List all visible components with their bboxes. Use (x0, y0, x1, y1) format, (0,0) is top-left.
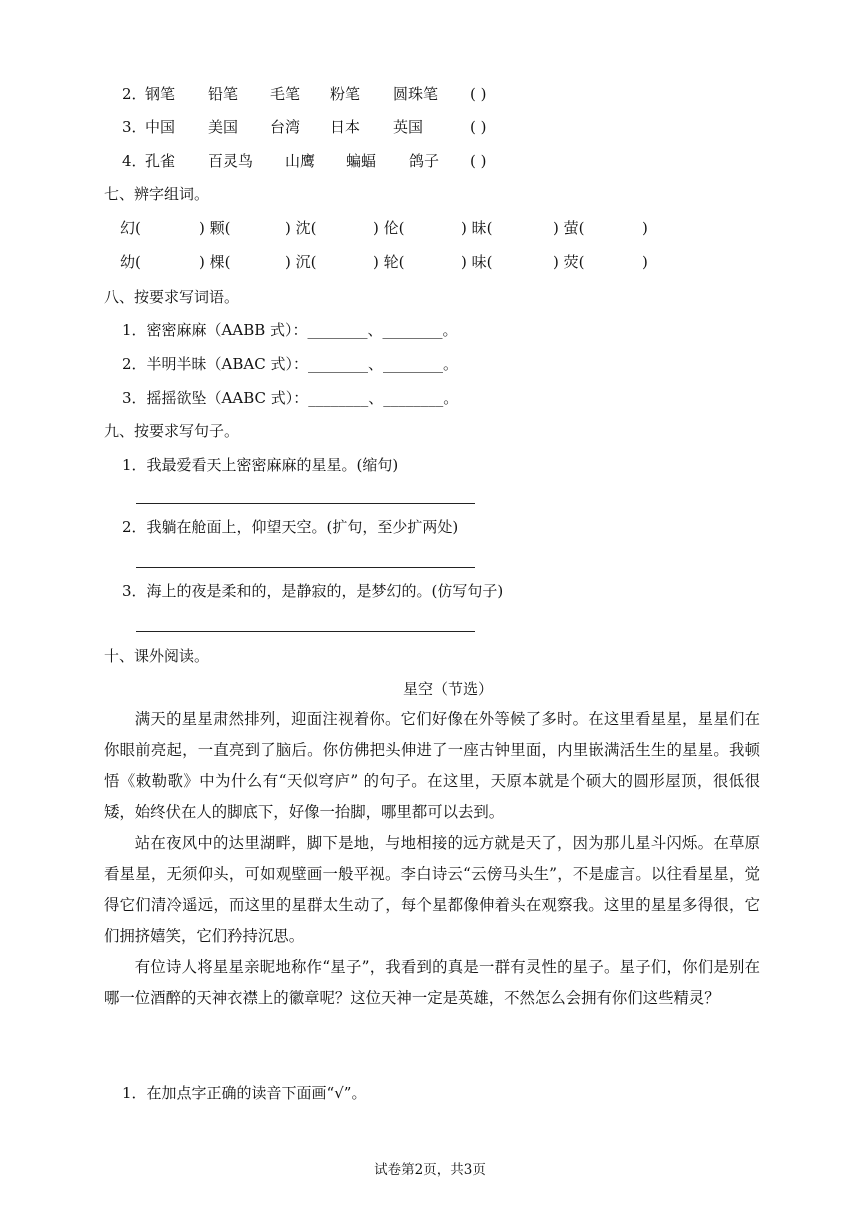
q8-item-3[interactable]: 3．摇摇欲坠（AABC 式）：________、________。 (122, 389, 459, 407)
passage-paragraph-1: 满天的星星肃然排列，迎面注视着你。它们好像在外等候了多时。在这里看星星，星星们在你眼前亮起，一直亮到了脑后。你仿佛把头伸进了一座古钟里面，内里嵌满活生生的星星。我顿悟《敕勒歌》中为什么有“天似穹庐” 的句子。在这里，天原本就是个硕大的圆形屋顶，很低很矮，始终伏在人的脚底下，好像一抬脚，哪里都可以去到。 (104, 710, 760, 821)
item-number: 3． (122, 118, 147, 136)
q8-heading: 八、按要求写词语。 (104, 288, 240, 306)
passage-title: 星空（节选） (402, 680, 493, 698)
char-blank[interactable]: ) 荧( (553, 253, 585, 271)
item-number: 2． (122, 85, 147, 103)
q9-item-2: 2．我躺在舱面上，仰望天空。(扩句，至少扩两处) (122, 518, 459, 536)
reading-passage (104, 704, 760, 1014)
char-blank-end: ) (642, 253, 648, 271)
answer-line-2[interactable] (136, 567, 475, 568)
q10-subquestion-1: 1．在加点字正确的读音下面画“√”。 (122, 1084, 367, 1102)
answer-line-1[interactable] (136, 503, 475, 504)
char-blank[interactable]: ) 沈( (285, 219, 317, 237)
word: 孔雀 (145, 152, 176, 170)
char-blank[interactable]: 幻( (120, 219, 141, 237)
q9-item-3: 3．海上的夜是柔和的，是静寂的，是梦幻的。(仿写句子) (122, 582, 504, 600)
word: 美国 (208, 118, 239, 136)
char-blank[interactable]: ) 伦( (373, 219, 405, 237)
answer-parentheses[interactable]: ( ) (470, 118, 487, 136)
word: 百灵鸟 (208, 152, 254, 170)
char-blank[interactable]: ) 棵( (199, 253, 231, 271)
word: 日本 (330, 118, 361, 136)
char-blank[interactable]: ) 萤( (553, 219, 585, 237)
word: 钢笔 (145, 85, 176, 103)
word: 粉笔 (330, 85, 361, 103)
char-blank-end: ) (642, 219, 648, 237)
word: 蝙蝠 (346, 152, 377, 170)
word: 台湾 (270, 118, 301, 136)
word: 英国 (393, 118, 424, 136)
char-blank[interactable]: ) 颗( (199, 219, 231, 237)
passage-paragraph-3: 有位诗人将星星亲昵地称作“星子”，我看到的真是一群有灵性的星子。星子们，你们是别在哪一位酒醉的天神衣襟上的徽章呢？这位天神一定是英雄，不然怎么会拥有你们这些精灵？ (104, 958, 760, 1007)
q8-item-1[interactable]: 1．密密麻麻（AABB 式）：________、________。 (122, 321, 458, 339)
answer-parentheses[interactable]: ( ) (470, 85, 487, 103)
q8-item-2[interactable]: 2．半明半昧（ABAC 式）：________、________。 (122, 355, 458, 373)
word: 中国 (145, 118, 176, 136)
q9-heading: 九、按要求写句子。 (104, 422, 240, 440)
q9-item-1: 1．我最爱看天上密密麻麻的星星。(缩句) (122, 456, 399, 474)
word: 毛笔 (270, 85, 301, 103)
word: 铅笔 (208, 85, 239, 103)
page-footer: 试卷第2页，共3页 (374, 1162, 486, 1178)
word: 圆珠笔 (393, 85, 439, 103)
word: 山鹰 (285, 152, 316, 170)
q10-heading: 十、课外阅读。 (104, 647, 210, 665)
char-blank[interactable]: ) 昧( (461, 219, 493, 237)
item-number: 4． (122, 152, 147, 170)
q7-heading: 七、辨字组词。 (104, 185, 210, 203)
answer-parentheses[interactable]: ( ) (470, 152, 487, 170)
char-blank[interactable]: ) 沉( (285, 253, 317, 271)
answer-line-3[interactable] (136, 631, 475, 632)
word: 鸽子 (409, 152, 440, 170)
char-blank[interactable]: ) 轮( (373, 253, 405, 271)
char-blank[interactable]: ) 味( (461, 253, 493, 271)
passage-paragraph-2: 站在夜风中的达里湖畔，脚下是地，与地相接的远方就是天了，因为那儿星斗闪烁。在草原看星星，无须仰头，可如观壁画一般平视。李白诗云“云傍马头生”，不是虚言。以往看星星，觉得它们清冷遥远，而这里的星群太生动了，每个星都像伸着头在观察我。这里的星星多得很，它们拥挤嬉笑，它们矜持沉思。 (104, 834, 760, 945)
char-blank[interactable]: 幼( (120, 253, 141, 271)
